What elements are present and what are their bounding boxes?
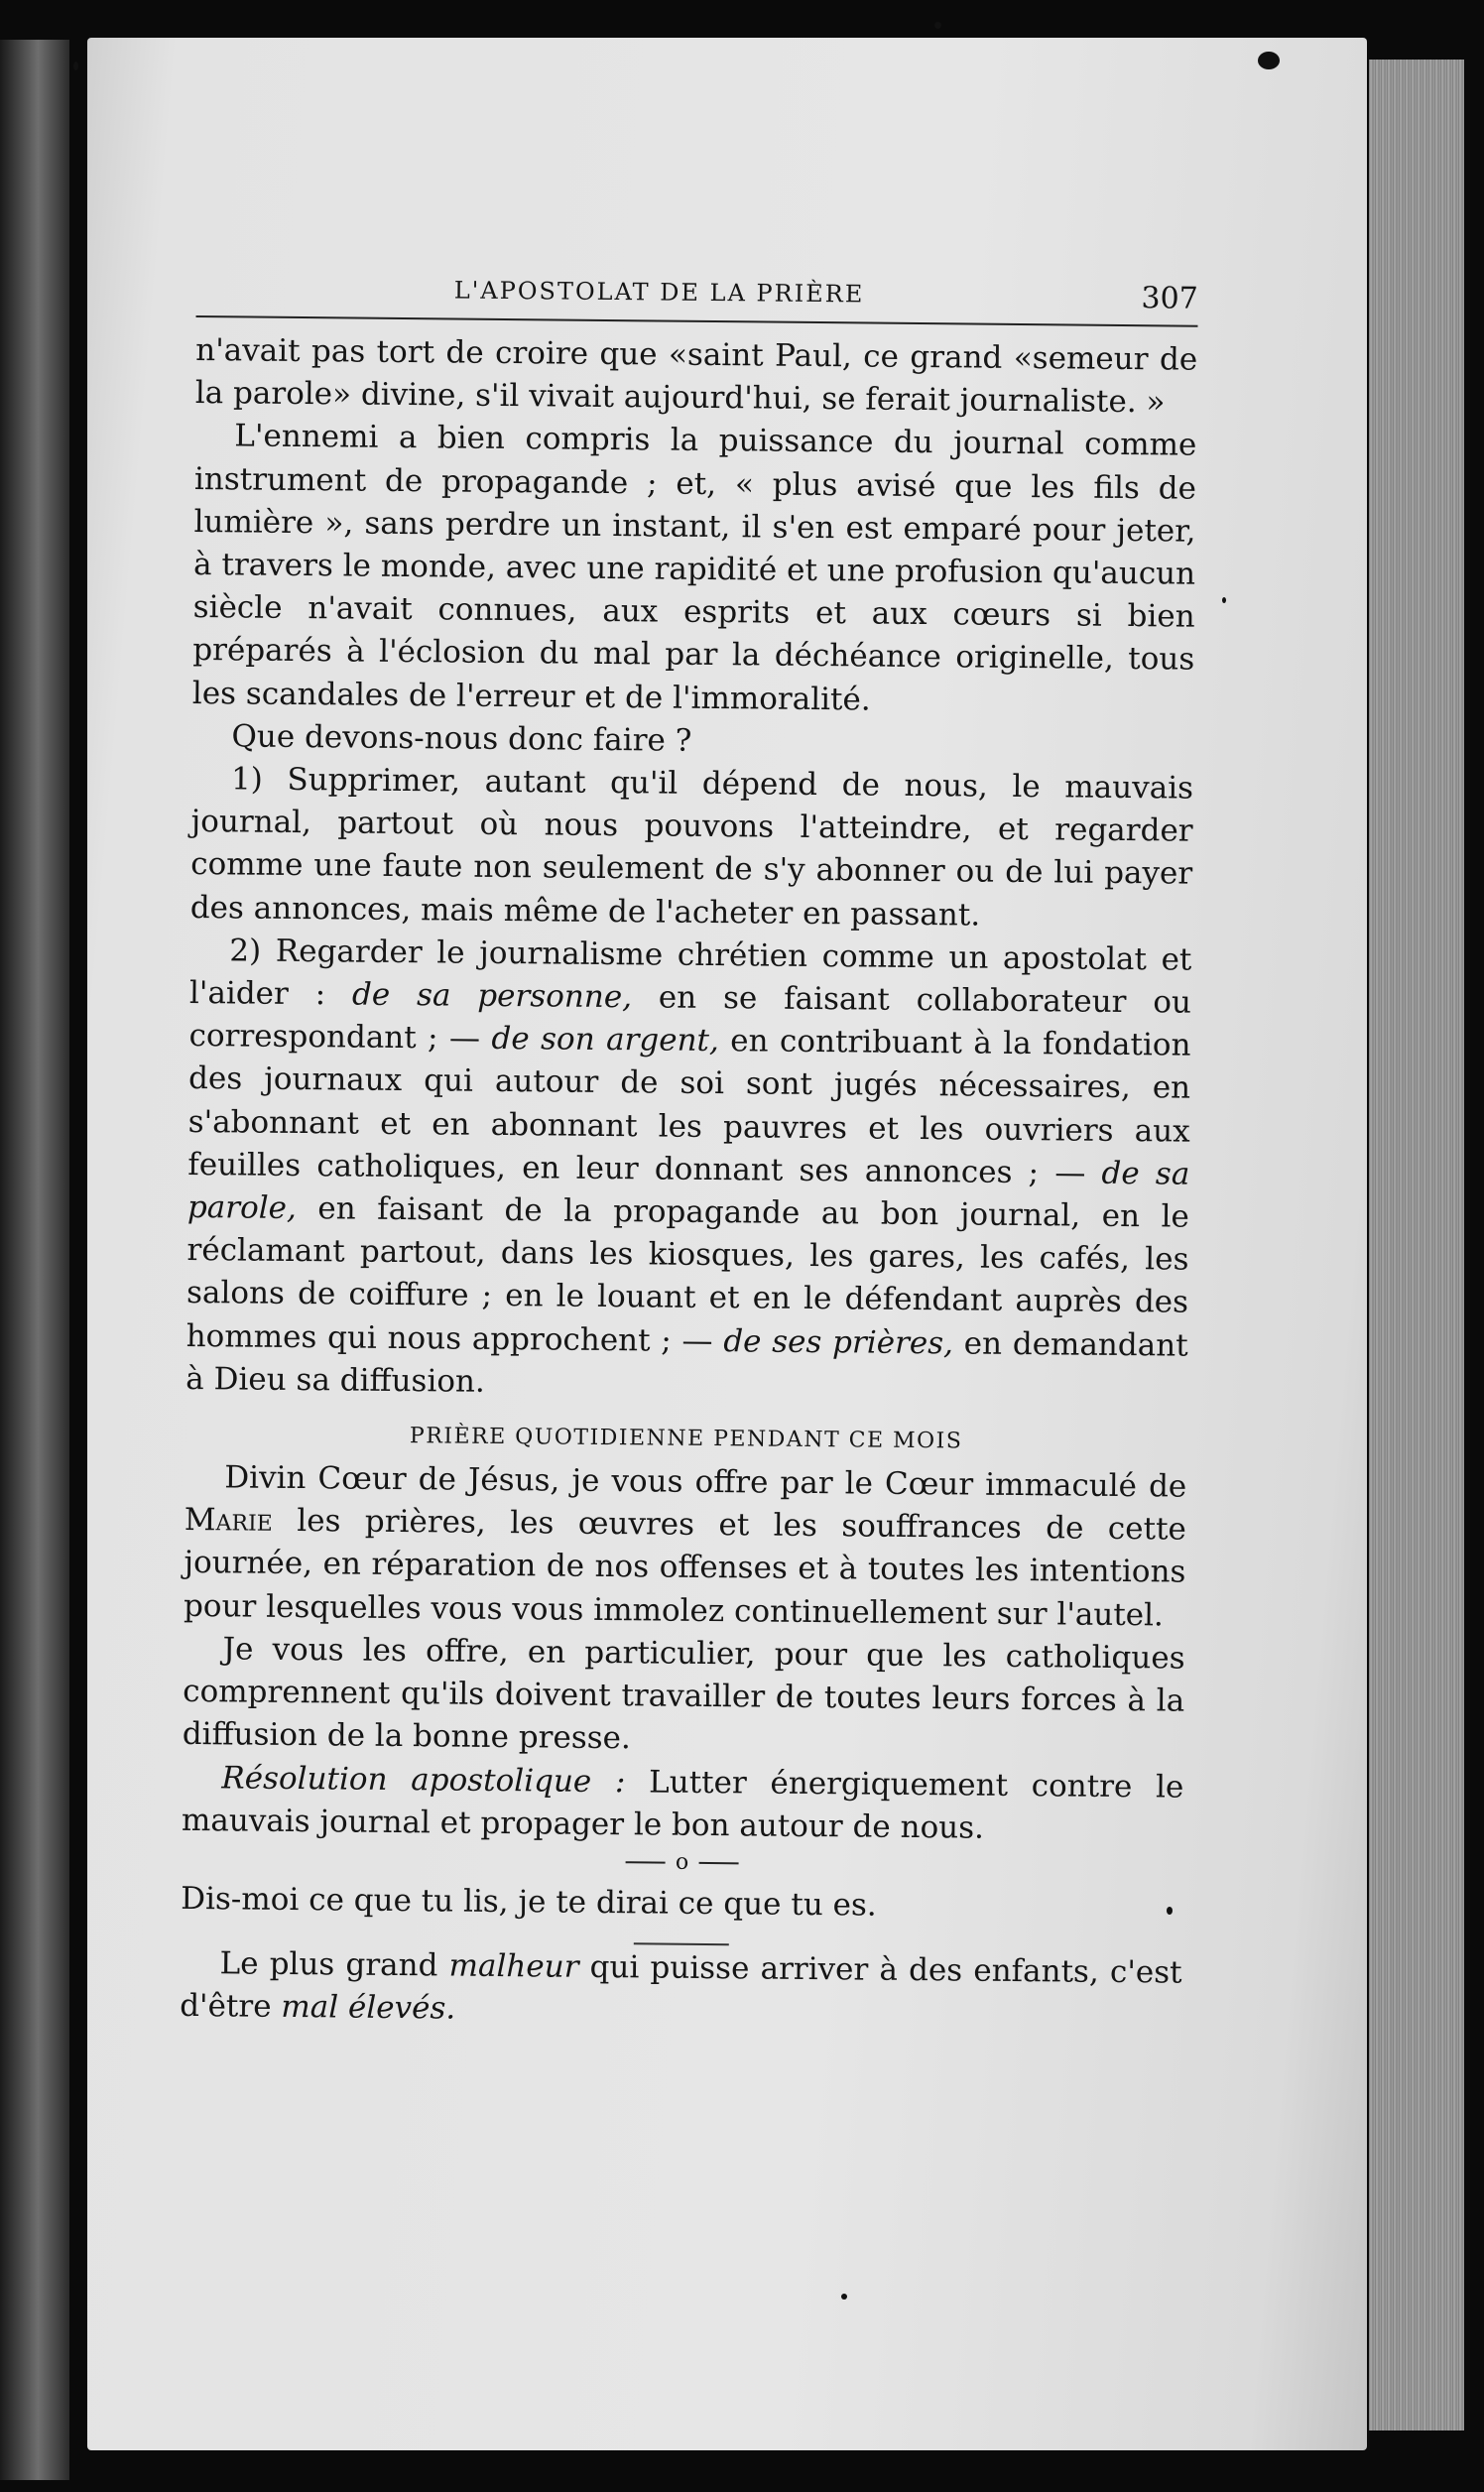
page-number: 307	[1141, 281, 1198, 316]
italic-run: mal élevés.	[281, 1989, 456, 2027]
dust-speck	[1222, 597, 1226, 603]
paragraph-continuation: n'avait pas tort de croire que «saint Paul, ce grand «semeur de la parole» divine, s'il vivait aujourd'hui, se ferait journaliste. »	[194, 331, 1198, 421]
paragraph-offering: Je vous les offre, en particulier, pour que les catholiques comprennent qu'ils doivent travailler de toutes leurs forces à la diffusion de la bonne presse.	[182, 1631, 1185, 1757]
paragraph-question: Que devons-nous donc faire ?	[231, 718, 692, 759]
text-run: en demandant à Dieu sa diffusion.	[186, 1325, 1188, 1400]
paragraph-enemy: L'ennemi a bien compris la puissance du journal comme instrument de propagande ; et, « plus avisé que les fils de lumière », sans perdre un instant, il s'en est emparé pour jeter, à travers le monde, avec une rapidité et une profusion qu'aucun siècle n'avait connues, aux esprits et aux cœurs si bien préparés à l'éclosion du mal par la déchéance originelle, tous les scandales de l'erreur et de l'immoralité.	[191, 418, 1197, 718]
text-run: en se faisant collaborateur ou correspondant ; —	[188, 979, 1192, 1058]
paragraph-point-2	[186, 930, 1192, 1411]
text-run: 2) Regarder le journalisme chrétien comme un apostolat et l'aider :	[188, 933, 1192, 1013]
separator-circle: o	[675, 1849, 689, 1875]
separator-dash	[626, 1861, 666, 1863]
running-head	[196, 268, 1198, 327]
text-run: en faisant de la propagande au bon journal, en le réclamant partout, dans les kiosques, les gares, les cafés, les salons de coiffure ; en le louant et en le défendant auprès des hommes qui nous approchent ; —	[186, 1190, 1190, 1359]
italic-run: malheur	[448, 1947, 579, 1985]
dust-speck	[841, 2294, 847, 2300]
text-run: Divin Cœur de Jésus, je vous offre par le Cœur immaculé de	[224, 1459, 1187, 1505]
text-run: les prières, les œuvres et les souffrances de cette journée, en réparation de nos offenses et à toutes les intentions pour lesquelles vous vous immolez continuellement sur l'autel.	[183, 1503, 1187, 1634]
page-stack-edges	[1369, 60, 1464, 2430]
italic-run: de sa personne,	[351, 976, 633, 1016]
paragraph-point-1: 1) Supprimer, autant qu'il dépend de nous, le mauvais journal, partout où nous pouvons l'atteindre, et regarder comme une faute non seulement de s'y abonner ou de lui payer des annonces, mais même de l'acheter en passant.	[189, 761, 1194, 934]
prayer-heading: PRIÈRE QUOTIDIENNE PENDANT CE MOIS	[409, 1424, 963, 1454]
separator-dash	[698, 1862, 738, 1864]
dust-speck	[1258, 52, 1280, 69]
italic-run: de ses prières,	[723, 1322, 954, 1362]
text-run: Le plus grand	[219, 1945, 449, 1984]
maxim-upbringing	[180, 1942, 1182, 2038]
paragraph-resolution	[182, 1756, 1184, 1851]
italic-run: Résolution apostolique :	[221, 1759, 626, 1800]
short-rule	[634, 1942, 729, 1945]
page-text	[180, 268, 1198, 2038]
maxim-reading: Dis-moi ce que tu lis, je te dirai ce que tu es.	[181, 1880, 877, 1924]
text-run: en contribuant à la fondation des journaux qui autour de soi sont jugés nécessaires, en s'abonnant et en abonnant les pauvres et les ouvriers aux feuilles catholiques, en leur donnant ses annonces ; —	[187, 1023, 1191, 1191]
paragraph-prayer	[184, 1456, 1187, 1637]
small-caps-run: Marie	[184, 1502, 274, 1540]
dust-speck	[934, 22, 941, 29]
running-head-title: L'APOSTOLAT DE LA PRIÈRE	[453, 276, 865, 309]
dust-speck	[73, 62, 78, 70]
facing-page-edge	[0, 40, 69, 2480]
italic-run: de son argent,	[491, 1021, 719, 1059]
text-run: Lutter énergiquement contre le mauvais journal et propager le bon autour de nous.	[181, 1763, 1184, 1846]
italic-run: de sa parole,	[186, 1155, 1190, 1227]
text-run: qui puisse arriver à des enfants, c'est d'être	[180, 1948, 1182, 2026]
